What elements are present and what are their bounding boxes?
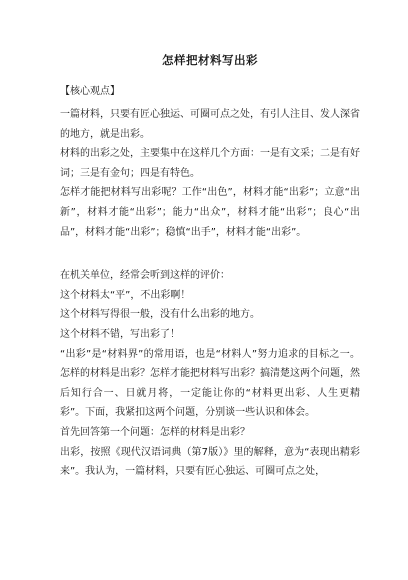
paragraph: 一篇材料，只要有匠心独运、可圈可点之处，有引人注目、发人深省的地方，就是出彩。 <box>60 109 360 140</box>
paragraph-gap <box>60 242 360 266</box>
paragraph: 这个材料写得很一般，没有什么出彩的地方。 <box>60 309 260 321</box>
paragraph: 在机关单位，经常会听到这样的评价： <box>60 270 230 282</box>
paragraph: 出彩，按照《现代汉语词典（第7版）》里的解释，意为“表现出精彩来”。我认为，一篇材料，只要有匠心独运、可圈可点之处， <box>60 446 360 478</box>
section-label-core-view: 【核心观点】 <box>60 86 120 97</box>
paragraph: “出彩”是“材料界”的常用语，也是“材料人”努力追求的目标之一。怎样的材料是出彩？怎样才能把材料写出彩？搞清楚这两个问题，然后知行合一、日就月将，一定能让你的“材料更出彩、人生更精彩”。下面，我紧扣这两个问题，分别谈一些认识和体会。 <box>60 348 360 419</box>
paragraph: 怎样才能把材料写出彩呢？工作“出色”，材料才能“出彩”；立意“出新”，材料才能“出彩”；能力“出众”，材料才能“出彩”；良心“出品”，材料才能“出彩”；稳慎“出手”，材料才能“出彩”。 <box>60 187 360 238</box>
paragraph: 材料的出彩之处，主要集中在这样几个方面：一是有文采；二是有好词；三是有金句；四是有特色。 <box>60 148 360 179</box>
paragraph: 这个材料不错，写出彩了！ <box>60 328 180 340</box>
document-title: 怎样把材料写出彩 <box>162 53 258 67</box>
paragraph: 这个材料太“平”，不出彩啊！ <box>60 289 191 301</box>
paragraph: 首先回答第一个问题：怎样的材料是出彩？ <box>60 426 250 438</box>
